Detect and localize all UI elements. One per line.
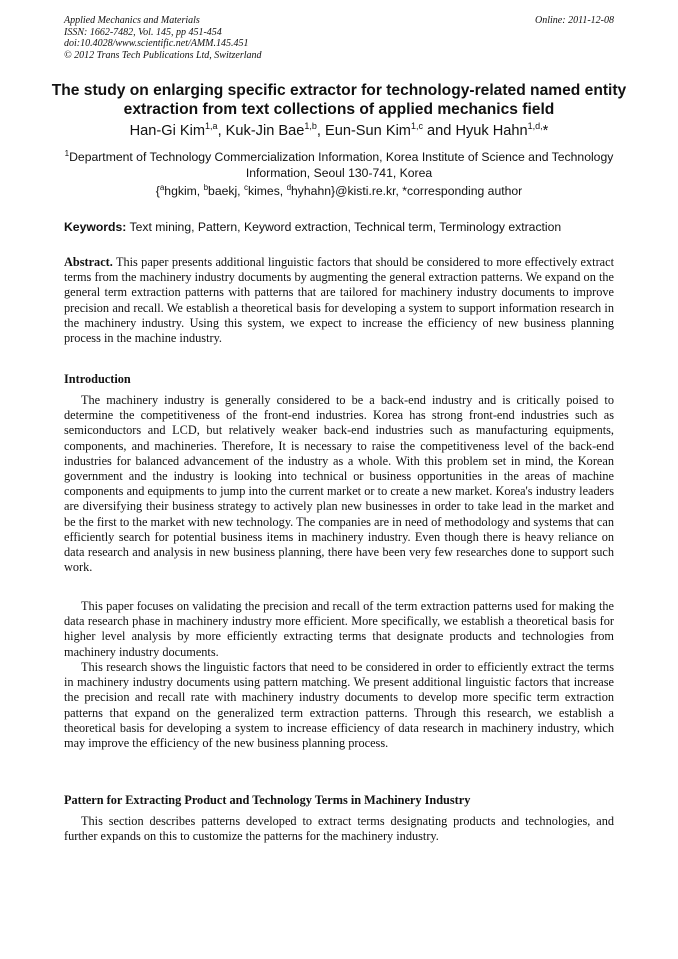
corresponding-mark: * [542,123,549,139]
author-separator: and [422,123,456,139]
journal-header [64,15,262,61]
section-heading: Introduction [64,372,131,386]
keywords-label: Keywords: [64,220,127,234]
body-paragraph: The machinery industry is generally considered to be a back-end industry and is critically poised to determine the competitiveness of the front-end industries. Korea has strong front-end industries such as semiconductors and LCD, but relatively weaker back-end industries such as manufacturing equipments, components, and machineries. Therefore, It is necessary to raise the competitiveness level of the back-end industries for balanced advancement of the industry as a whole. With this problem set in mind, the Korean government and the industry is looking into technical or business opportunities in the areas of machine components and equipments to jump into the current market or to create a new market. Korea's industry leaders are diversifying their business strategy to actively plan new businesses in order to take lead in the market and be the first to the market with new technology. The companies are in need of methodology and systems that can efficiently search for potential business items in machinery industry. Even though there is heavy reliance on data research and analysis in new business planning, there have been very few researches done to support such work. [64,393,614,575]
section-heading: Pattern for Extracting Product and Technology Terms in Machinery Industry [64,793,471,807]
author-name: Kuk-Jin Bae [225,123,305,139]
author-list [0,122,678,140]
copyright-line: © 2012 Trans Tech Publications Ltd, Switzerland [64,49,262,61]
body-paragraph: This research shows the linguistic factors that need to be considered in order to efficiently extract the terms in machinery industry documents using pattern matching. We present additional linguistic factors that increase the precision and recall rate with machinery industry documents to develop more specific term extraction patterns that expand on the generalized term extraction patterns. Through this research, we establish a theoretical basis for developing a system to increase efficiency of data research in machinery industry, which may improve the efficiency of the new business planning process. [64,660,614,751]
email-part: hgkim, [164,184,204,198]
issn-line: ISSN: 1662-7482, Vol. 145, pp 451-454 [64,26,222,38]
body-paragraph: This section describes patterns developed to extract terms designating products and technologies, and further expands on this to customize the patterns for the machinery industry. [64,814,614,844]
author-name: Han-Gi Kim [129,123,206,139]
paper-title: The study on enlarging specific extractor for technology-related named entity extraction from text collections of applied mechanics field [51,82,627,118]
doi-line: doi:10.4028/www.scientific.net/AMM.145.451 [64,38,249,50]
online-date: Online: 2011-12-08 [535,15,614,26]
author-superscript: 1,b [304,121,317,131]
abstract [64,255,614,346]
email-superscript: d [286,183,292,192]
abstract-text: This paper presents additional linguistic factors that should be considered to more effectively extract terms from the machinery industry documents by augmenting the general extraction patterns. We expand on the general term extraction patterns with patterns that are tailored for machinery industry documents to improve precision and recall. We establish a theoretical basis for developing a system to support information research in the machinery industry. Using this system, we expect to increase the efficiency of new business planning process in the machine industry. [64,255,614,346]
author-separator: , [316,123,325,139]
affiliation-text: Department of Technology Commercialization Information, Korea Institute of Science and Technology Information, Seoul 130-741, Korea [69,150,614,180]
abstract-label: Abstract. [64,255,113,269]
keywords [64,220,616,235]
email-superscript: c [243,183,248,192]
author-separator: , [217,123,226,139]
email-superscript: b [203,183,209,192]
body-paragraph: This paper focuses on validating the precision and recall of the term extraction patterns used for making the data research phase in machinery industry more efficient. More specifically, we establish a theoretical basis for higher level analysis by more efficiently extracting terms that designate products and technologies from machinery industry documents. [64,599,614,659]
affiliation-superscript: 1 [64,149,70,158]
email-superscript: a [159,183,165,192]
author-name: Eun-Sun Kim [324,123,411,139]
journal-name: Applied Mechanics and Materials [64,15,200,26]
author-emails [0,184,678,199]
keywords-text: Text mining, Pattern, Keyword extraction, Technical term, Terminology extraction [126,220,562,234]
email-part: baekj, [208,184,244,198]
affiliation [60,150,618,181]
email-part: kimes, [247,184,287,198]
author-superscript: 1,c [410,121,423,131]
author-superscript: 1,d, [527,121,543,131]
author-name: Hyuk Hahn [455,123,528,139]
email-part: hyhahn}@kisti.re.kr, *corresponding author [291,184,523,198]
author-superscript: 1,a [205,121,218,131]
email-brace: { [155,184,160,198]
